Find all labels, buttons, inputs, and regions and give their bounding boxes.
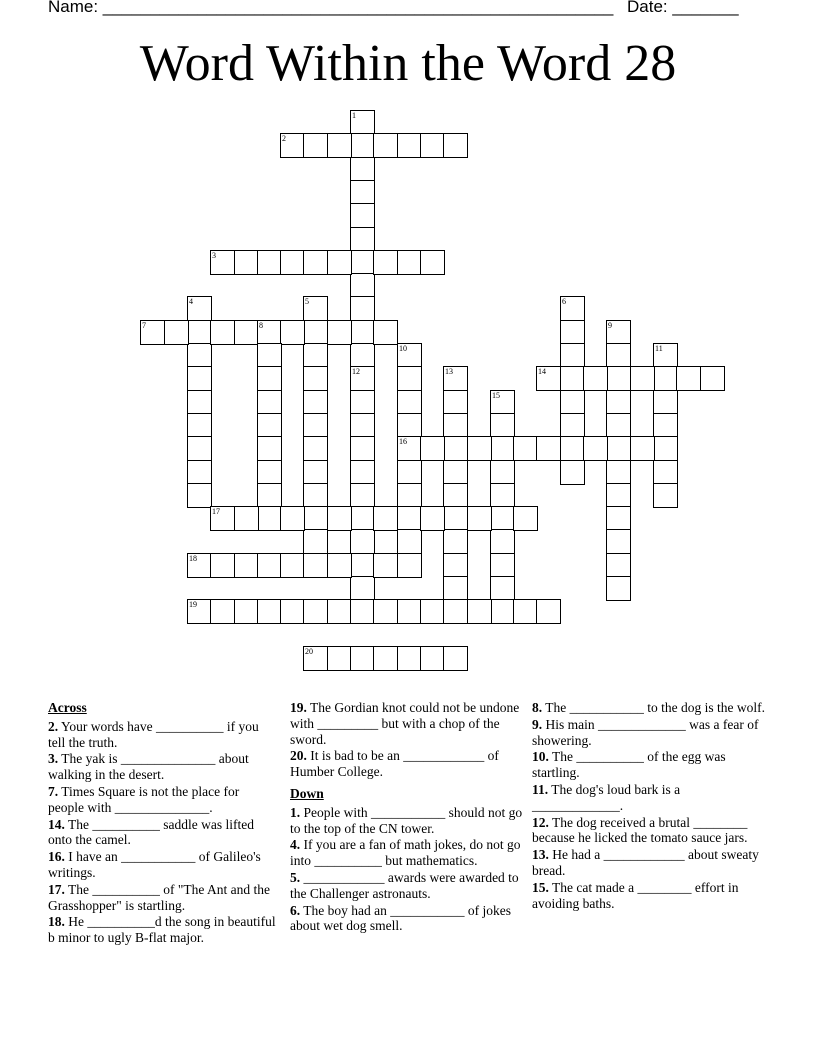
clue-across-2: 2. Your words have __________ if you tell the truth. [48, 718, 259, 750]
clue-down-5: 5. ____________ awards were awarded to the Challenger astronauts. [290, 869, 519, 901]
grid-cell[interactable] [513, 599, 538, 624]
grid-cell[interactable] [606, 320, 631, 345]
grid-cell[interactable] [397, 599, 422, 624]
grid-cell[interactable] [397, 553, 422, 578]
grid-cell[interactable] [303, 390, 328, 415]
grid-cell[interactable] [443, 133, 468, 158]
grid-cell[interactable] [350, 273, 375, 298]
grid-cell[interactable] [443, 506, 468, 531]
grid-cell[interactable] [350, 343, 375, 368]
grid-cell[interactable] [443, 366, 468, 391]
clue-down-11: 11. The dog's loud bark is a _____________. [532, 781, 681, 813]
grid-cell[interactable] [397, 529, 422, 554]
grid-cell[interactable] [536, 366, 561, 391]
grid-cell[interactable] [280, 133, 305, 158]
grid-cell[interactable] [303, 250, 328, 275]
grid-cell[interactable] [490, 553, 515, 578]
grid-cell[interactable] [490, 390, 515, 415]
grid-cell[interactable] [350, 646, 375, 671]
grid-cell[interactable] [187, 413, 212, 438]
down-heading: Down [290, 785, 324, 801]
grid-cell[interactable] [350, 227, 375, 252]
grid-cell[interactable] [583, 366, 608, 391]
clue-number: 12 [352, 367, 360, 376]
grid-cell[interactable] [350, 460, 375, 485]
grid-cell[interactable] [210, 320, 235, 345]
grid-cell[interactable] [257, 483, 282, 508]
clue-number: 19 [189, 600, 197, 609]
clue-number: 13 [445, 367, 453, 376]
grid-cell[interactable] [350, 157, 375, 182]
grid-cell[interactable] [653, 436, 678, 461]
grid-cell[interactable] [490, 460, 515, 485]
clue-number: 9 [608, 321, 612, 330]
name-field-label: Name: ______________________________________________________ [48, 0, 614, 16]
grid-cell[interactable] [397, 133, 422, 158]
grid-cell[interactable] [234, 250, 259, 275]
grid-cell[interactable] [257, 553, 282, 578]
grid-cell[interactable] [303, 343, 328, 368]
grid-cell[interactable] [397, 250, 422, 275]
grid-cell[interactable] [373, 250, 398, 275]
grid-cell[interactable] [303, 483, 328, 508]
clue-number: 2 [282, 134, 286, 143]
grid-cell[interactable] [187, 553, 212, 578]
grid-cell[interactable] [303, 506, 328, 531]
grid-cell[interactable] [350, 366, 375, 391]
grid-cell[interactable] [420, 646, 445, 671]
grid-cell[interactable] [397, 483, 422, 508]
grid-cell[interactable] [560, 436, 585, 461]
grid-cell[interactable] [303, 529, 328, 554]
grid-cell[interactable] [280, 250, 305, 275]
grid-cell[interactable] [606, 553, 631, 578]
grid-cell[interactable] [606, 436, 631, 461]
grid-cell[interactable] [350, 576, 375, 601]
grid-cell[interactable] [443, 529, 468, 554]
grid-cell[interactable] [606, 343, 631, 368]
grid-cell[interactable] [327, 599, 352, 624]
grid-cell[interactable] [373, 646, 398, 671]
date-field-label: Date: _______ [627, 0, 739, 16]
clues-column-1 [48, 700, 278, 947]
grid-cell[interactable] [443, 599, 468, 624]
grid-cell[interactable] [560, 413, 585, 438]
grid-cell[interactable] [373, 320, 398, 345]
grid-cell[interactable] [303, 460, 328, 485]
grid-cell[interactable] [653, 460, 678, 485]
clue-number: 8 [259, 321, 263, 330]
grid-cell[interactable] [303, 366, 328, 391]
grid-cell[interactable] [257, 250, 282, 275]
grid-cell[interactable] [653, 483, 678, 508]
clue-number: 1 [352, 111, 356, 120]
grid-cell[interactable] [490, 529, 515, 554]
clues-column-3 [532, 700, 772, 912]
grid-cell[interactable] [606, 483, 631, 508]
grid-cell[interactable] [257, 320, 282, 345]
grid-cell[interactable] [513, 436, 538, 461]
grid-cell[interactable] [676, 366, 701, 391]
grid-cell[interactable] [327, 320, 352, 345]
clue-number: 14 [538, 367, 546, 376]
grid-cell[interactable] [303, 320, 328, 345]
grid-cell[interactable] [443, 646, 468, 671]
grid-cell[interactable] [606, 576, 631, 601]
grid-cell[interactable] [350, 390, 375, 415]
clues-column-2 [290, 700, 530, 935]
grid-cell[interactable] [350, 110, 375, 135]
clue-down-13: 13. He had a ____________ about sweaty bread. [532, 847, 759, 878]
grid-cell[interactable] [257, 413, 282, 438]
grid-cell[interactable] [303, 646, 328, 671]
grid-cell[interactable] [350, 250, 375, 275]
grid-cell[interactable] [257, 460, 282, 485]
grid-cell[interactable] [187, 599, 212, 624]
clue-number: 7 [142, 321, 146, 330]
grid-cell[interactable] [257, 343, 282, 368]
grid-cell[interactable] [303, 296, 328, 321]
grid-cell[interactable] [560, 296, 585, 321]
grid-cell[interactable] [140, 320, 165, 345]
grid-cell[interactable] [234, 553, 259, 578]
grid-cell[interactable] [280, 320, 305, 345]
clue-number: 6 [562, 297, 566, 306]
clue-down-8: 8. The ___________ to the dog is the wolf. [532, 700, 765, 715]
grid-cell[interactable] [187, 436, 212, 461]
grid-cell[interactable] [350, 413, 375, 438]
grid-cell[interactable] [490, 413, 515, 438]
grid-cell[interactable] [350, 553, 375, 578]
clue-number: 3 [212, 251, 216, 260]
clue-number: 18 [189, 554, 197, 563]
clue-across-7: 7. Times Square is not the place for people with ______________. [48, 783, 240, 815]
grid-cell[interactable] [606, 506, 631, 531]
grid-cell[interactable] [350, 133, 375, 158]
grid-cell[interactable] [327, 133, 352, 158]
clue-number: 17 [212, 507, 220, 516]
grid-cell[interactable] [606, 366, 631, 391]
grid-cell[interactable] [257, 390, 282, 415]
grid-cell[interactable] [303, 133, 328, 158]
grid-cell[interactable] [397, 506, 422, 531]
grid-cell[interactable] [303, 599, 328, 624]
grid-cell[interactable] [234, 506, 259, 531]
clue-down-6: 6. The boy had an ___________ of jokes about wet dog smell. [290, 902, 511, 934]
grid-cell[interactable] [490, 506, 515, 531]
grid-cell[interactable] [443, 460, 468, 485]
grid-cell[interactable] [210, 553, 235, 578]
grid-cell[interactable] [187, 343, 212, 368]
grid-cell[interactable] [443, 576, 468, 601]
grid-cell[interactable] [560, 390, 585, 415]
grid-cell[interactable] [397, 366, 422, 391]
grid-cell[interactable] [397, 646, 422, 671]
grid-cell[interactable] [187, 320, 212, 345]
grid-cell[interactable] [560, 366, 585, 391]
grid-cell[interactable] [210, 250, 235, 275]
clue-down-12: 12. The dog received a brutal ________ because he licked the tomato sauce jars. [532, 814, 748, 846]
grid-cell[interactable] [187, 296, 212, 321]
grid-cell[interactable] [187, 390, 212, 415]
grid-cell[interactable] [560, 343, 585, 368]
clue-across-18: 18. He __________d the song in beautiful b minor to ugly B-flat major. [48, 914, 276, 946]
grid-cell[interactable] [303, 553, 328, 578]
grid-cell[interactable] [327, 646, 352, 671]
grid-cell[interactable] [280, 506, 305, 531]
grid-cell[interactable] [350, 529, 375, 554]
clue-across-20: 20. It is bad to be an ____________ of Humber College. [290, 748, 499, 780]
grid-cell[interactable] [234, 599, 259, 624]
grid-cell[interactable] [397, 390, 422, 415]
grid-cell[interactable] [373, 506, 398, 531]
clue-down-10: 10. The __________ of the egg was startling. [532, 749, 726, 781]
grid-cell[interactable] [350, 483, 375, 508]
grid-cell[interactable] [420, 436, 445, 461]
clue-number: 10 [399, 344, 407, 353]
grid-cell[interactable] [606, 460, 631, 485]
grid-cell[interactable] [373, 599, 398, 624]
grid-cell[interactable] [210, 506, 235, 531]
grid-cell[interactable] [653, 390, 678, 415]
grid-cell[interactable] [397, 413, 422, 438]
grid-cell[interactable] [653, 413, 678, 438]
clue-down-9: 9. His main _____________ was a fear of showering. [532, 716, 759, 748]
grid-cell[interactable] [234, 320, 259, 345]
clue-across-19: 19. The Gordian knot could not be undone with _________ but with a chop of the sword. [290, 700, 520, 747]
grid-cell[interactable] [560, 460, 585, 485]
clue-across-17: 17. The __________ of "The Ant and the Grasshopper" is startling. [48, 881, 270, 913]
clue-number: 11 [655, 344, 663, 353]
clue-across-16: 16. I have an ___________ of Galileo's writings. [48, 849, 261, 880]
grid-cell[interactable] [350, 506, 375, 531]
grid-cell[interactable] [373, 553, 398, 578]
grid-cell[interactable] [420, 133, 445, 158]
grid-cell[interactable] [327, 250, 352, 275]
clue-number: 5 [305, 297, 309, 306]
clue-across-3: 3. The yak is ______________ about walking in the desert. [48, 751, 249, 783]
grid-cell[interactable] [606, 413, 631, 438]
grid-cell[interactable] [303, 436, 328, 461]
grid-cell[interactable] [350, 599, 375, 624]
grid-cell[interactable] [257, 366, 282, 391]
grid-cell[interactable] [187, 366, 212, 391]
grid-cell[interactable] [257, 506, 282, 531]
grid-cell[interactable] [490, 483, 515, 508]
grid-cell[interactable] [257, 436, 282, 461]
grid-cell[interactable] [210, 599, 235, 624]
grid-cell[interactable] [303, 413, 328, 438]
grid-cell[interactable] [443, 436, 468, 461]
grid-cell[interactable] [653, 366, 678, 391]
grid-cell[interactable] [397, 436, 422, 461]
grid-cell[interactable] [187, 460, 212, 485]
grid-cell[interactable] [327, 553, 352, 578]
grid-cell[interactable] [257, 599, 282, 624]
clue-down-1: 1. People with ___________ should not go to the top of the CN tower. [290, 804, 523, 836]
clue-number: 4 [189, 297, 193, 306]
grid-cell[interactable] [606, 390, 631, 415]
grid-cell[interactable] [350, 320, 375, 345]
clue-number: 16 [399, 437, 407, 446]
grid-cell[interactable] [327, 506, 352, 531]
clue-down-4: 4. If you are a fan of math jokes, do not go into __________ but mathematics. [290, 837, 521, 869]
across-heading: Across [48, 700, 87, 715]
grid-cell[interactable] [443, 413, 468, 438]
grid-cell[interactable] [164, 320, 189, 345]
clue-across-14: 14. The __________ saddle was lifted onto the camel. [48, 816, 254, 848]
grid-cell[interactable] [583, 436, 608, 461]
grid-cell[interactable] [350, 203, 375, 228]
grid-cell[interactable] [397, 343, 422, 368]
page-title: Word Within the Word 28 [139, 35, 677, 92]
grid-cell[interactable] [420, 250, 445, 275]
grid-cell[interactable] [373, 133, 398, 158]
grid-cell[interactable] [653, 343, 678, 368]
grid-cell[interactable] [467, 506, 492, 531]
grid-cell[interactable] [536, 436, 561, 461]
grid-cell[interactable] [280, 599, 305, 624]
grid-cell[interactable] [397, 460, 422, 485]
grid-cell[interactable] [443, 553, 468, 578]
clue-number: 15 [492, 391, 500, 400]
grid-cell[interactable] [280, 553, 305, 578]
grid-cell[interactable] [490, 599, 515, 624]
clue-down-15: 15. The cat made a ________ effort in avoiding baths. [532, 879, 739, 911]
grid-cell[interactable] [560, 320, 585, 345]
grid-cell[interactable] [420, 506, 445, 531]
grid-cell[interactable] [536, 599, 561, 624]
grid-cell[interactable] [443, 483, 468, 508]
grid-cell[interactable] [490, 436, 515, 461]
clue-number: 20 [305, 647, 313, 656]
grid-cell[interactable] [700, 366, 725, 391]
grid-cell[interactable] [630, 366, 655, 391]
grid-cell[interactable] [350, 296, 375, 321]
grid-cell[interactable] [350, 436, 375, 461]
grid-cell[interactable] [606, 529, 631, 554]
grid-cell[interactable] [350, 180, 375, 205]
grid-cell[interactable] [420, 599, 445, 624]
grid-cell[interactable] [490, 576, 515, 601]
grid-cell[interactable] [513, 506, 538, 531]
grid-cell[interactable] [467, 436, 492, 461]
grid-cell[interactable] [467, 599, 492, 624]
grid-cell[interactable] [630, 436, 655, 461]
grid-cell[interactable] [187, 483, 212, 508]
grid-cell[interactable] [443, 390, 468, 415]
